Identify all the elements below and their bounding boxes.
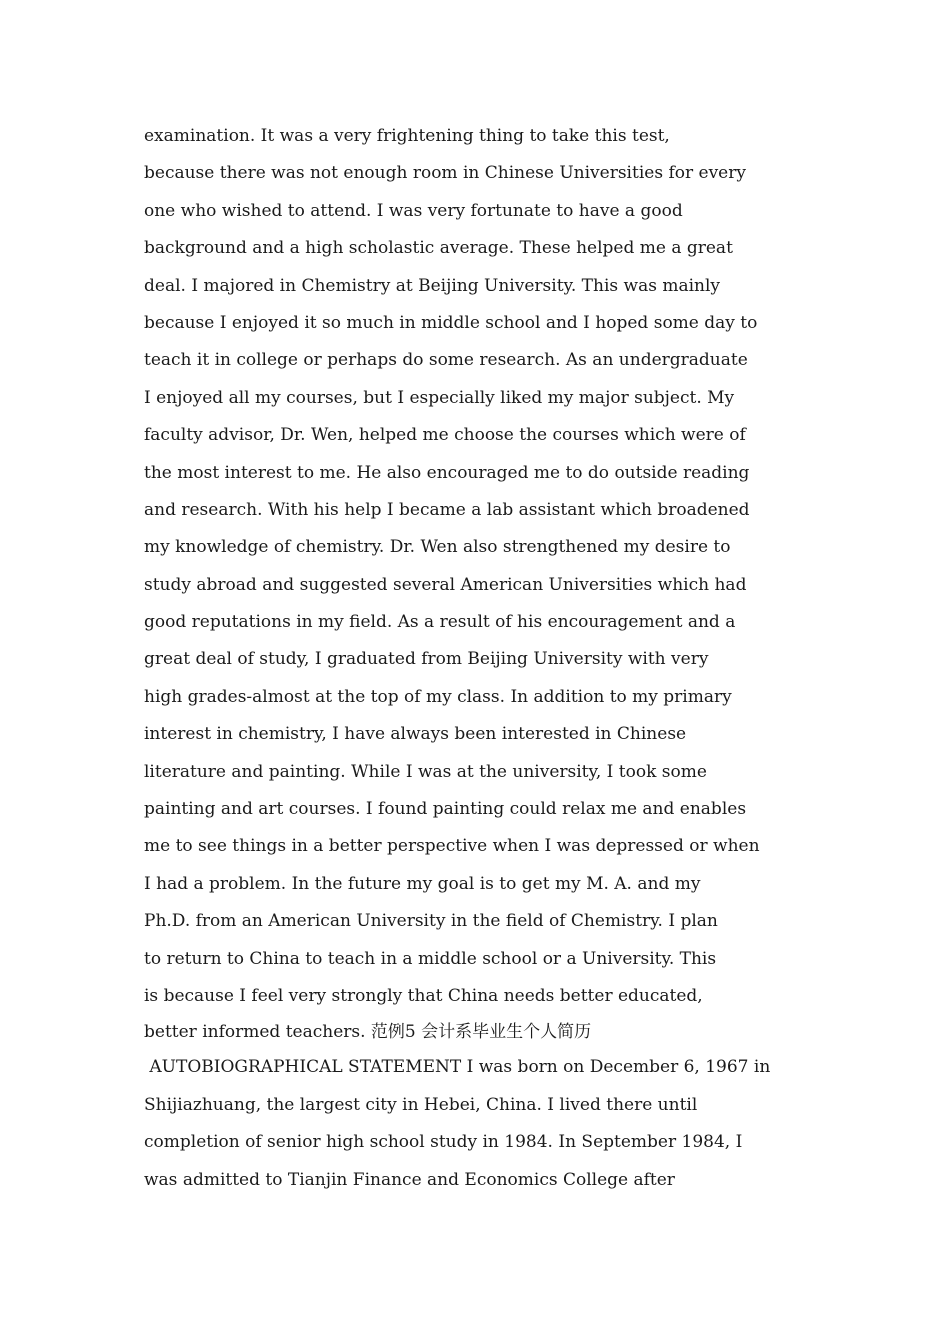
text-line: high grades-almost at the top of my class. In addition to my primary <box>144 686 732 707</box>
text-line: deal. I majored in Chemistry at Beijing University. This was mainly <box>144 275 721 296</box>
text-line: the most interest to me. He also encouraged me to do outside reading <box>144 462 750 483</box>
text-line: Ph.D. from an American University in the field of Chemistry. I plan <box>144 911 718 932</box>
text-line: faculty advisor, Dr. Wen, helped me choose the courses which were of <box>144 425 746 446</box>
text-line: I had a problem. In the future my goal is to get my M. A. and my <box>144 873 701 894</box>
text-line: my knowledge of chemistry. Dr. Wen also strengthened my desire to <box>144 537 731 558</box>
text-line: completion of senior high school study in 1984. In September 1984, I <box>144 1132 743 1153</box>
text-line: literature and painting. While I was at the university, I took some <box>144 761 707 782</box>
text-line: me to see things in a better perspective when I was depressed or when <box>144 836 760 857</box>
text-line: and research. With his help I became a lab assistant which broadened <box>144 499 750 520</box>
text-line: background and a high scholastic average. These helped me a great <box>144 238 733 259</box>
text-line: study abroad and suggested several American Universities which had <box>144 574 747 595</box>
text-line: was admitted to Tianjin Finance and Economics College after <box>144 1169 675 1190</box>
text-line: interest in chemistry, I have always been interested in Chinese <box>144 724 687 745</box>
text-line: examination. It was a very frightening thing to take this test, <box>144 126 670 146</box>
text-line: painting and art courses. I found painting could relax me and enables <box>144 799 747 820</box>
text-line: great deal of study, I graduated from Beijing University with very <box>144 649 709 670</box>
text-line: I enjoyed all my courses, but I especially liked my major subject. My <box>144 387 735 408</box>
text-line: one who wished to attend. I was very fortunate to have a good <box>144 200 683 221</box>
text-line: Shijiazhuang, the largest city in Hebei, China. I lived there until <box>144 1094 698 1115</box>
text-line: to return to China to teach in a middle school or a University. This <box>144 948 717 969</box>
section-heading-line: better informed teachers. 范例5 会计系毕业生个人简历 <box>144 1022 592 1043</box>
text-line: because I enjoyed it so much in middle school and I hoped some day to <box>144 312 758 333</box>
text-line: AUTOBIOGRAPHICAL STATEMENT I was born on December 6, 1967 in <box>144 1057 771 1078</box>
text-line: is because I feel very strongly that China needs better educated, <box>144 985 703 1006</box>
text-line: teach it in college or perhaps do some research. As an undergraduate <box>144 350 748 371</box>
text-line: because there was not enough room in Chinese Universities for every <box>144 163 746 184</box>
text-line: good reputations in my field. As a result of his encouragement and a <box>144 612 736 633</box>
body-text <box>144 118 824 1199</box>
